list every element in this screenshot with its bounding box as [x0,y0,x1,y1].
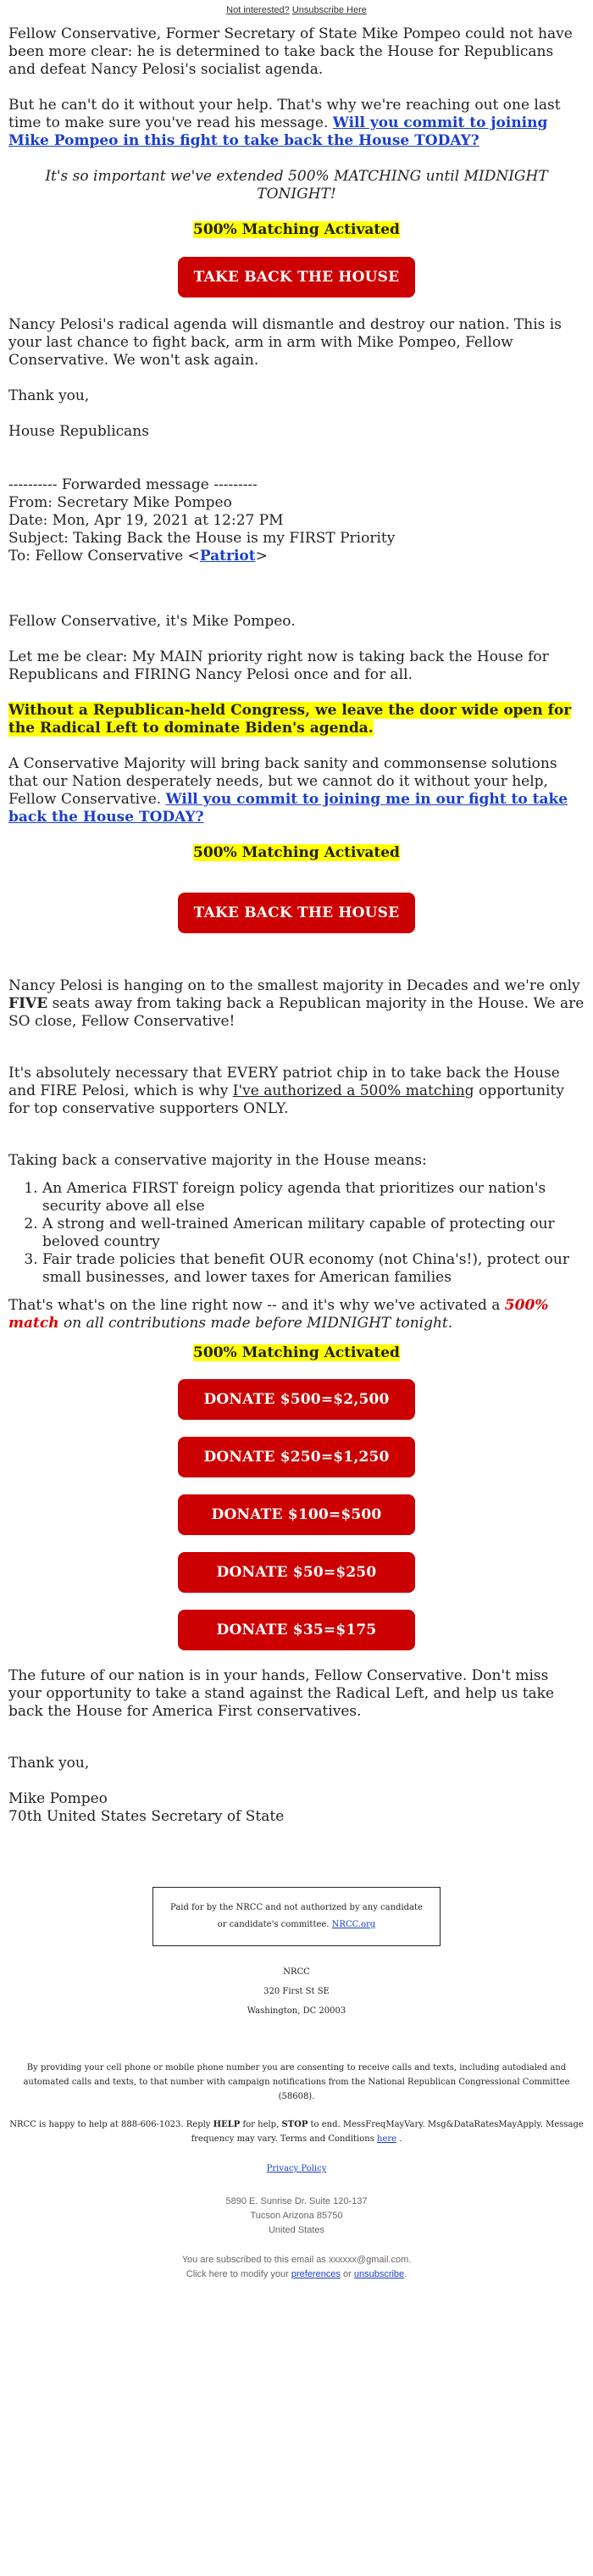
modify-line: Click here to modify your preferences or unsubscribe. [186,2269,407,2279]
not-interested-link[interactable]: Not interested? [226,5,290,15]
help-text: NRCC is happy to help at 888-606-1023. Reply HELP for help, STOP to end. MessFreqMayVary. Msg&DataRatesMayApply. Message frequency may vary. Terms and Conditions here . [9,2120,584,2144]
letter-paragraph-4: It's absolutely necessary that EVERY patriot chip in to take back the House and FIRE Pelosi, which is why I've authorized a 500% matching opportunity for top conservative supporters ONLY. [8,1065,564,1117]
preferences-link[interactable]: preferences [291,2269,341,2279]
matching-banner-3 [8,1344,585,1362]
matching-note: It's so important we've extended 500% MATCHING until MIDNIGHT TONIGHT! [45,168,548,203]
nrcc-link[interactable]: NRCC.org [331,1920,376,1929]
forwarded-header [8,476,585,565]
intro-paragraph-2: But he can't do it without your help. That's why we're reaching out one last time to make sure you've read his message. Will you commit to joining Mike Pompeo in this fight to take back the House TODAY? [8,97,561,149]
matching-banner [8,221,585,239]
letter-greeting: Fellow Conservative, it's Mike Pompeo. [8,613,296,630]
donate-100-button[interactable]: DONATE $100=$500 [178,1494,415,1535]
org-address-line-2: Washington, DC 20003 [247,2006,346,2016]
privacy-policy-link[interactable]: Privacy Policy [266,2164,327,2173]
letter-highlight-paragraph [8,702,585,737]
org-address [8,1965,585,2018]
email-body [8,25,585,1826]
donate-35-button[interactable]: DONATE $35=$175 [178,1610,415,1650]
commit-link-2[interactable]: Will you commit to joining me in our fight to take back the House TODAY? [8,791,568,826]
privacy-row [8,2162,585,2176]
list-intro: Taking back a conservative majority in the House means: [8,1152,427,1169]
forwarded-date: Date: Mon, Apr 19, 2021 at 12:27 PM [8,512,284,529]
intro-paragraph-3: Nancy Pelosi's radical agenda will dismantle and destroy our nation. This is your last chance to fight back, arm in arm with Mike Pompeo, Fellow Conservative. We won't ask again. [8,316,562,369]
org-address-line-1: 320 First St SE [263,1987,330,1996]
forwarded-subject: Subject: Taking Back the House is my FIRST Priority [8,530,396,547]
priorities-list [8,1180,585,1287]
letter-paragraph-6: The future of our nation is in your hands, Fellow Conservative. Don't miss your opportunity to take a stand against the Radical Left, and help us take back the House for America First conservatives. [8,1667,555,1720]
letter-signer-name: Mike Pompeo [8,1790,108,1807]
unsubscribe-link-footer[interactable]: unsubscribe [353,2269,405,2279]
subscribed-line: You are subscribed to this email as xxxxxx@gmail.com. [181,2255,412,2265]
matching-highlight: 500% Matching Activated [193,221,400,238]
matching-banner-2 [8,844,585,862]
donate-250-button[interactable]: DONATE $250=$1,250 [178,1437,415,1477]
patriot-link[interactable]: Patriot [199,548,256,565]
letter-signer-title: 70th United States Secretary of State [8,1808,285,1825]
letter-paragraph-3: Nancy Pelosi is hanging on to the smallest majority in Decades and we're only FIVE seats away from taking back a Republican majority in the House. We are SO close, Fellow Conservative! [8,977,585,1030]
forwarded-line: ---------- Forwarded message --------- [8,476,258,493]
mailing-address-line-3: United States [268,2225,325,2235]
mailing-address-line-2: Tucson Arizona 85750 [250,2211,343,2221]
donate-50-button[interactable]: DONATE $50=$250 [178,1552,415,1593]
letter-thanks: Thank you, [8,1755,90,1772]
subscriber-email: xxxxxx@gmail.com [328,2255,409,2265]
letter-highlight-text: Without a Republican-held Congress, we leave the door wide open for the Radical Left to dominate Biden's agenda. [8,702,572,737]
button-row-2 [8,893,585,933]
take-back-house-button[interactable]: TAKE BACK THE HOUSE [178,257,415,298]
unsubscribe-link[interactable]: Unsubscribe Here [291,5,367,15]
donate-buttons [8,1379,585,1650]
take-back-house-button-2[interactable]: TAKE BACK THE HOUSE [178,893,415,933]
letter-paragraph-2: A Conservative Majority will bring back sanity and commonsense solutions that our Nation desperately needs, but we cannot do it without your help, Fellow Conservative. Will you commit to joining me in our fight to take back the House TODAY? [8,755,568,826]
intro-paragraph-1: Fellow Conservative, Former Secretary of State Mike Pompeo could not have been more clear: he is determined to take back the House for Republicans and defeat Nancy Pelosi's socialist agenda. [8,25,573,78]
mailing-address-line-1: 5890 E. Sunrise Dr. Suite 120-137 [225,2196,368,2206]
match-emphasis: 500% match [8,1297,549,1332]
footer [8,1887,585,2176]
terms-here-link[interactable]: here [377,2134,397,2144]
intro-thanks: Thank you, [8,387,90,404]
list-item: 2. A strong and well-trained American military capable of protecting our beloved country [42,1216,585,1251]
org-name: NRCC [283,1967,310,1977]
list-item: 3. Fair trade policies that benefit OUR economy (not China's!), protect our small businesses, and lower taxes for American families [42,1251,585,1287]
paid-for-box: Paid for by the NRCC and not authorized by any candidate or candidate's committee. NRCC.org [152,1887,441,1946]
forwarded-from: From: Secretary Mike Pompeo [8,494,232,511]
list-item: 1. An America FIRST foreign policy agenda that prioritizes our nation's security above all else [42,1180,585,1216]
forwarded-to: To: Fellow Conservative <Patriot> [8,548,268,565]
donate-500-button[interactable]: DONATE $500=$2,500 [178,1379,415,1420]
consent-text: By providing your cell phone or mobile phone number you are consenting to receive calls and texts, including autodialed and automated calls and texts, to that number with campaign notifications from the National Republican Congressional Committee (58608). [23,2063,570,2101]
mailing-address [8,2195,585,2238]
button-row [8,257,585,298]
intro-signoff: House Republicans [8,423,149,440]
letter-paragraph-1: Let me be clear: My MAIN priority right now is taking back the House for Republicans and FIRING Nancy Pelosi once and for all. [8,648,549,683]
commit-link[interactable]: Will you commit to joining Mike Pompeo in this fight to take back the House TODAY? [8,114,548,149]
subscription-info [8,2253,585,2282]
matching-highlight-2: 500% Matching Activated [193,844,400,861]
letter-paragraph-5: That's what's on the line right now -- and it's why we've activated a 500% match on all contributions made before MIDNIGHT tonight. [8,1297,549,1332]
top-links [8,5,585,15]
matching-highlight-3: 500% Matching Activated [193,1344,400,1361]
